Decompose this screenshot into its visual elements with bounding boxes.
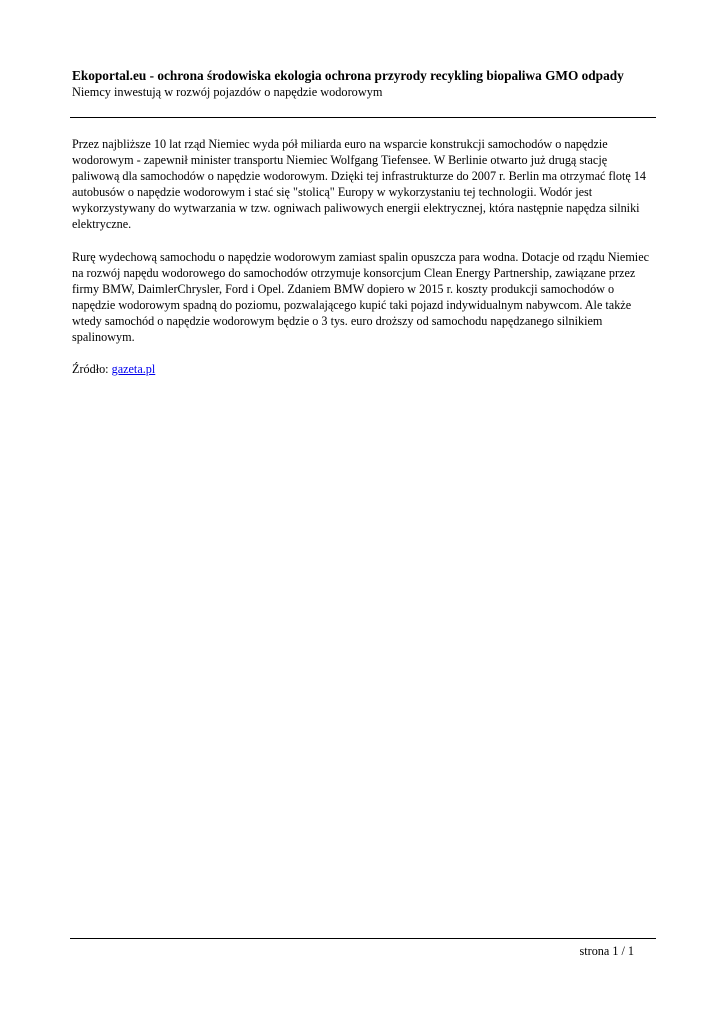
footer-divider — [70, 938, 656, 939]
source-line — [72, 361, 654, 377]
article-paragraph-1: Przez najbliższe 10 lat rząd Niemiec wyda pół miliarda euro na wsparcie konstrukcji samochodów o napędzie wodorowym - zapewnił minister transportu Niemiec Wolfgang Tiefensee. W Berlinie otwarto już drugą stację paliwową dla samochodów o napędzie wodorowym. Dzięki tej infrastrukturze do 2007 r. Berlin ma otrzymać flotę 14 autobusów o napędzie wodorowym i stać się "stolicą" Europy w wykorzystaniu tej technologii. Wodór jest wykorzystywany do wytwarzania w tzw. ogniwach paliwowych energii elektrycznej, która następnie napędza silniki elektryczne. — [72, 137, 647, 232]
source-link[interactable]: gazeta.pl — [111, 362, 156, 377]
page-number: strona 1 / 1 — [579, 944, 634, 958]
site-title: Ekoportal.eu - ochrona środowiska ekologia ochrona przyrody recykling biopaliwa GMO odpady — [72, 68, 624, 83]
article-paragraph-2: Rurę wydechową samochodu o napędzie wodorowym zamiast spalin opuszcza para wodna. Dotacje od rządu Niemiec na rozwój napędu wodorowego do samochodów otrzymuje konsorcjum Clean Energy Partnership, zawiązane przez firmy BMW, DaimlerChrysler, Ford i Opel. Zdaniem BMW dopiero w 2015 r. koszty produkcji samochodów o napędzie wodorowym spadną do poziomu, pozwalającego kupić taki pojazd indywidualnym nabywcom. Ale także wtedy samochód o napędzie wodorowym będzie o 3 tys. euro droższy od samochodu napędzanego silnikiem spalinowym. — [72, 249, 650, 345]
article-body — [72, 136, 654, 393]
article-title: Niemcy inwestują w rozwój pojazdów o napędzie wodorowym — [72, 85, 383, 99]
document-header — [72, 68, 654, 100]
header-divider — [70, 117, 656, 118]
source-label: Źródło: — [72, 362, 109, 377]
